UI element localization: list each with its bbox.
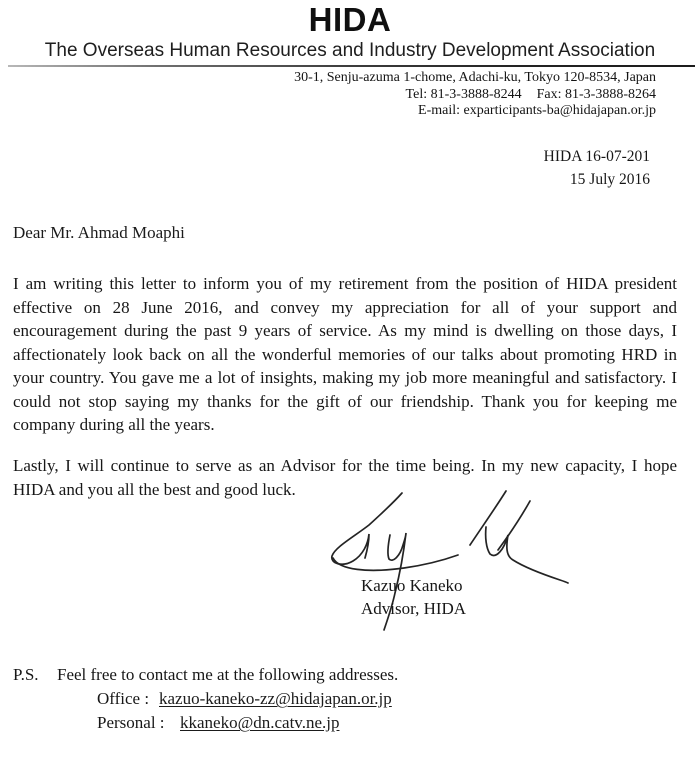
personal-email-link[interactable]: kkaneko@dn.catv.ne.jp xyxy=(180,713,340,732)
ps-label: P.S. xyxy=(13,665,39,684)
personal-label: Personal : xyxy=(97,713,165,732)
signer-title: Advisor, HIDA xyxy=(361,599,467,618)
letterhead-rule xyxy=(8,65,695,67)
letter-date: 15 July 2016 xyxy=(569,171,650,188)
ps-text: Feel free to contact me at the following addresses. xyxy=(57,665,399,684)
reference-number: HIDA 16-07-201 xyxy=(543,148,650,165)
salutation: Dear Mr. Ahmad Moaphi xyxy=(13,223,185,242)
letterhead-address-block xyxy=(294,70,656,120)
body-paragraph-1: I am writing this letter to inform you of my retirement from the position of HIDA president effective on 28 June 2016, and convey my appreciation for all of your support and encouragement during the past 9 years of service. As my mind is dwelling on those days, I affectionately look back on all the wonderful memories of our talks about promoting HRD in your country. You gave me a lot of insights, making my job more meaningful and satisfactory. I could not stop saying my thanks for the gift of our friendship. Thank you for keeping me company during all the years. xyxy=(13,274,677,434)
hida-logo: HIDA xyxy=(308,1,392,38)
org-name: The Overseas Human Resources and Industry Development Association xyxy=(44,40,656,61)
address-line: 30-1, Senju-azuma 1-chome, Adachi-ku, Tokyo 120-8534, Japan xyxy=(294,70,656,85)
fax-number: Fax: 81-3-3888-8264 xyxy=(536,86,656,102)
office-label: Office : xyxy=(97,689,150,708)
tel-number: Tel: 81-3-3888-8244 xyxy=(405,86,522,102)
office-email-link[interactable]: kazuo-kaneko-zz@hidajapan.or.jp xyxy=(159,689,392,708)
signer-name: Kazuo Kaneko xyxy=(361,576,463,595)
body-paragraph-2: Lastly, I will continue to serve as an Advisor for the time being. In my new capacity, I hope HIDA and you all the best and good luck. xyxy=(13,456,677,499)
tel-fax-line xyxy=(294,87,656,104)
email-line: E-mail: exparticipants-ba@hidajapan.or.jp xyxy=(418,103,656,118)
signature-block xyxy=(361,574,466,620)
reference-block xyxy=(544,145,650,191)
